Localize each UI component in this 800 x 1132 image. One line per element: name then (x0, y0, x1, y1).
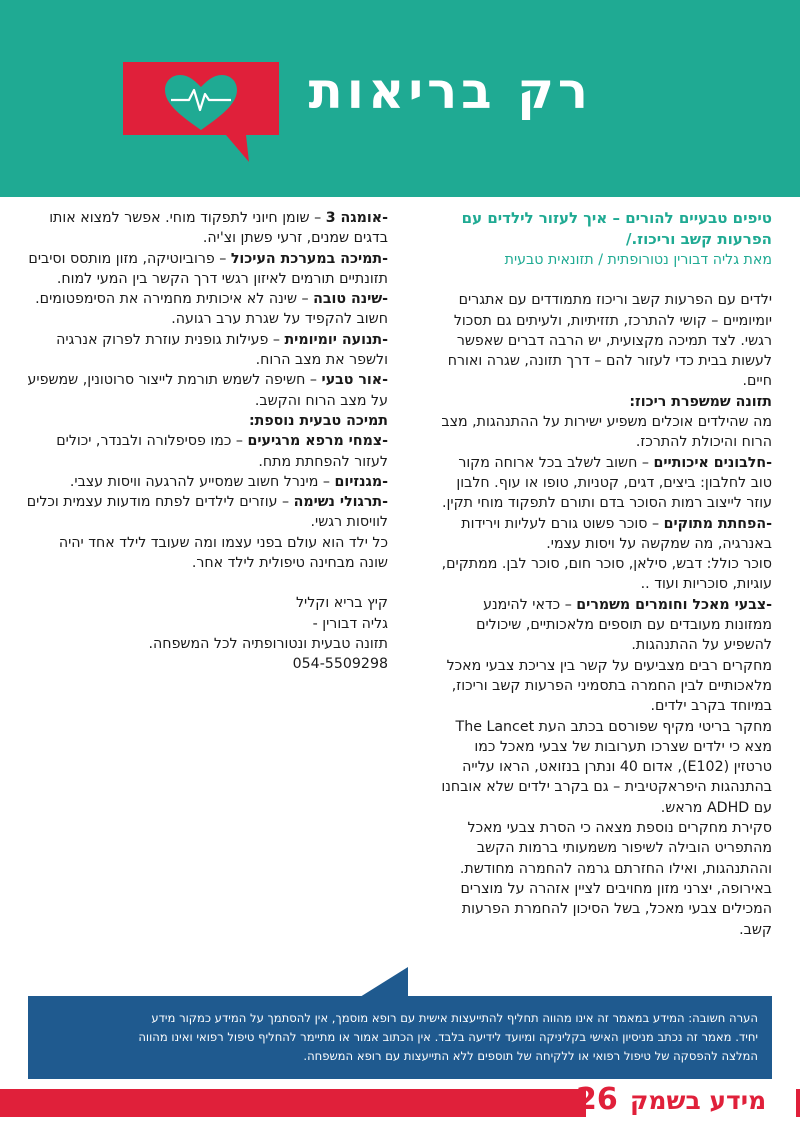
phone-number: 054-5509298 (292, 656, 388, 673)
sleep-text: – שינה לא איכותית מחמירה את הסימפטומים. חשוב להקפיד על שגרת ערב רגועה. (35, 291, 388, 328)
disclaimer-line-1: הערה חשובה: המידע במאמר זה אינו מהווה תחליף להתייעצות אישית עם רופא מוסמך, אין להסתמך על המידע כמקור מידע (151, 1011, 758, 1025)
magnesium-paragraph (26, 472, 388, 492)
breathing-text: – עוזרים לילדים לפתח מודעות עצמית וכלים לוויסות רגשי. (26, 494, 388, 531)
magnesium-label: -מגנזיום (334, 473, 388, 490)
movement-paragraph (26, 330, 388, 371)
research-paragraph-2: מחקר בריטי מקיף שפורסם בכתב העת The Lancet מצא כי ילדים שצרכו תערובות של צבעי מאכל כמו טרטזין (E102), אדום 40 ונתרן בנזואט, הראו עלייה בהתנהגות היפראקטיבית – גם בקרב ילדים שלא אובחנו עם ADHD מראש. (441, 718, 772, 816)
breathing-label: -תרגולי נשימה (293, 494, 388, 511)
omega-text: – שומן חיוני לתפקוד מוחי. אפשר למצוא אותו בדגים שמנים, זרעי פשתן וצ'יה. (49, 210, 388, 247)
light-label: -אור טבעי (321, 372, 388, 389)
omega-paragraph (26, 208, 388, 249)
disclaimer-line-2: יחיד. מאמר זה נכתב מניסיון האישי בקליניקה ומיועד לידיעה בלבד. אין הכתוב אמור או מתיימר להחליף טיפול רפואי ואינו מהווה (138, 1030, 758, 1044)
digestion-paragraph (26, 249, 388, 290)
movement-text: – פעילות גופנית עוזרת לפרוק אנרגיה ולשפר את מצב הרוח. (56, 331, 388, 369)
notice-pointer-shape (360, 967, 408, 997)
sugar-text: – סוכר פשוט גורם לעליות וירידות באנרגיה, מה שמקשה על ויסות עצמי. (461, 515, 772, 552)
article-title: טיפים טבעיים להורים – איך לעזור לילדים עם הפרעות קשב וריכוז./ (461, 209, 772, 248)
page-title: רק בריאות (308, 62, 592, 120)
dyes-text: – כדאי להימנע ממזונות מעובדים עם תוספים מלאכותיים, שיכולים להשפיע על ההתנהגות. (476, 596, 772, 654)
omega-label: -אומגה 3 (325, 210, 388, 226)
light-paragraph (26, 370, 388, 411)
page-number: 26 (576, 1082, 618, 1117)
article-intro: ילדים עם הפרעות קשב וריכוז מתמודדים עם אתגרים יומיומיים – קושי להתרכז, תזזיתיות, ולעיתים גם תסכול רגשי. לצד תמיכה מקצועית, יש הרבה דברים שאפשר לעשות בבית כדי לעזור להם – דרך תזונה, שגרה ואורח חיים. (447, 292, 772, 390)
signature-line-2: גליה דבורין - (312, 615, 388, 632)
support-heading: תמיכה טבעית נוספת: (248, 412, 388, 429)
protein-text: – חשוב לשלב בכל ארוחה מקור טוב לחלבון: ביצים, דגים, קטניות, טופו או עוף. חלבון עוזר לייצוב רמות הסוכר בדם ותורם לתפקוד מוחי תקין. (442, 454, 772, 512)
light-text: – חשיפה לשמש תורמת לייצור סרוטונין, שמשפיע על מצב הרוח והקשב. (27, 372, 388, 409)
digestion-text: – פרוביוטיקה, מזון מותסס וסיבים תזונתיים תורמים לאיזון רגשי דרך הקשר בין המעי למוח. (28, 250, 388, 287)
nutrition-text: מה שהילדים אוכלים משפיע ישירות על ההתנהגות, מצב הרוח והיכולת להתרכז. (441, 414, 772, 451)
herbs-text: – כמו פסיפלורה ולבנדר, יכולים לעזור להפחתת מתח. (56, 433, 388, 470)
movement-label: -תנועה יומיומית (284, 331, 388, 348)
signature-spacer (26, 573, 388, 593)
breathing-paragraph (26, 492, 388, 533)
research-paragraph-1: מחקרים רבים מצביעים על קשר בין צריכת צבעי מאכל מלאכותיים לבין החמרה בתסמיני הפרעות קשב וריכוז, במיוחד בקרב ילדים. (446, 657, 772, 715)
nutrition-heading: תזונה שמשפרת ריכוז: (629, 393, 772, 410)
dyes-paragraph (440, 595, 772, 656)
herbs-label: -צמחי מרפא מרגיעים (247, 433, 388, 450)
sleep-paragraph (26, 289, 388, 330)
header-band (0, 0, 800, 197)
signature-line-1: קיץ בריא וקליל (295, 595, 388, 612)
digestion-label: -תמיכה במערכת העיכול (230, 250, 388, 267)
article-column-right (440, 208, 772, 940)
signature-line-3: תזונה טבעית ונטורופתיה לכל המשפחה. (148, 635, 388, 652)
magnesium-text: – מינרל חשוב שמסייע להרגעה וויסות עצבי. (69, 473, 335, 490)
article-column-left (26, 208, 388, 675)
footer-brand-name: מידע בשמק (630, 1086, 767, 1115)
protein-paragraph (440, 453, 772, 514)
research-paragraph-3: סקירת מחקרים נוספת מצאה כי הסרת צבעי מאכל מהתפריט הובילה לשיפור משמעותי ברמות הקשב וההתנהגות, ואילו החזרתם גרמה להחמרה מחודשת. (459, 820, 772, 877)
protein-label: -חלבונים איכותיים (653, 454, 772, 471)
sleep-label: -שינה טובה (313, 291, 388, 308)
dyes-label: -צבעי מאכל וחומרים משמרים (576, 596, 772, 613)
heart-speech-bubble-icon (123, 62, 279, 166)
sugar-list: סוכר כולל: דבש, סילאן, סוכר חום, סוכר לבן. ממתקים, עוגיות, סוכריות ועוד .. (441, 556, 772, 593)
sugar-label: -הפחתת מתוקים (663, 515, 772, 532)
research-paragraph-4: באירופה, יצרני מזון מחויבים לציין אזהרה על מוצרים המכילים צבעי מאכל, בשל הסיכון להחמרת הפרעות קשב. (460, 880, 772, 938)
disclaimer-box (28, 996, 772, 1079)
disclaimer-line-3: המלצה להפסקה של טיפול רפואי או ללקיחה של תוספים ללא התייעצות עם רופא המשפחה. (303, 1049, 758, 1063)
herbs-paragraph (26, 431, 388, 472)
closing-paragraph: כל ילד הוא עולם בפני עצמו ומה שעובד לילד אחד יהיה שונה מבחינה טיפולית לילד אחר. (58, 534, 388, 572)
sugar-paragraph (440, 514, 772, 555)
article-byline: מאת גליה דבורין נטורופתית / תזונאית טבעית (504, 252, 772, 268)
